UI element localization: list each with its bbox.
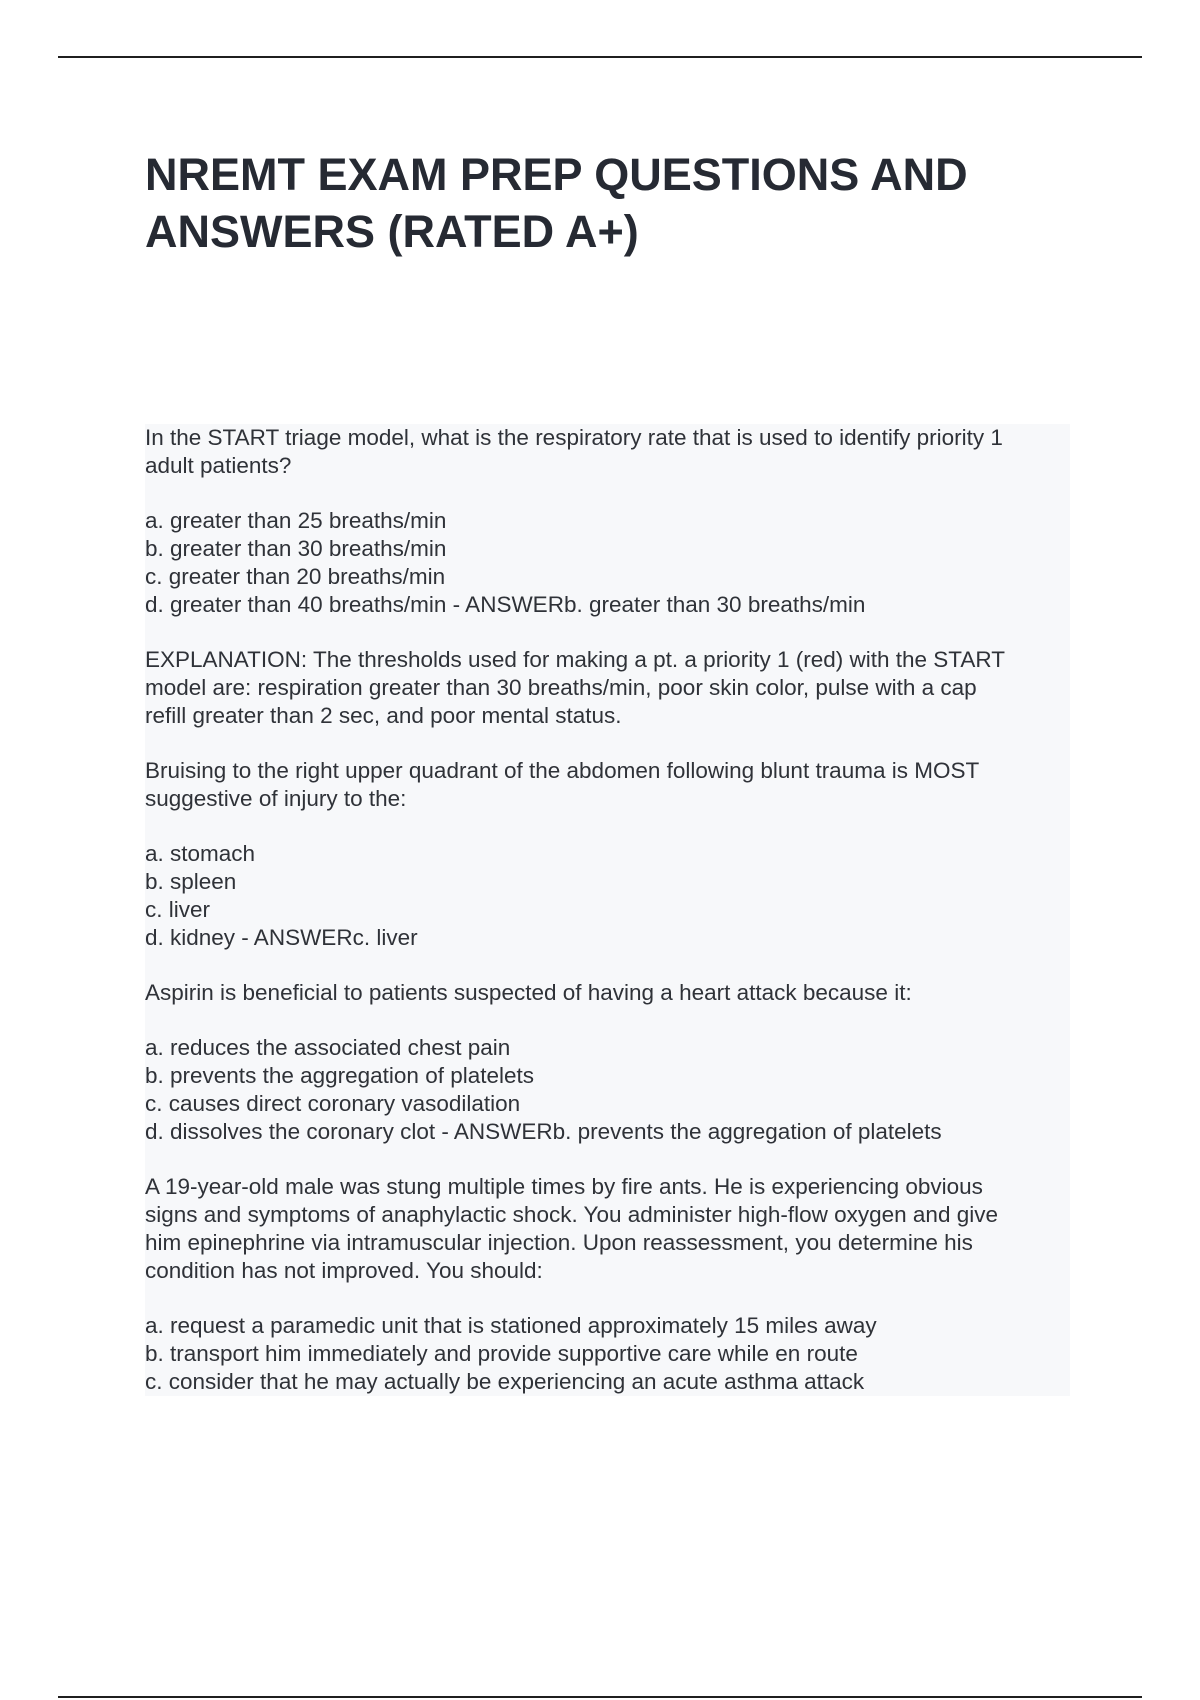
option-b: b. spleen — [145, 869, 237, 894]
option-a: a. stomach — [145, 841, 256, 866]
option-c: c. causes direct coronary vasodilation — [145, 1091, 521, 1116]
text-line: signs and symptoms of anaphylactic shock. You administer high-flow oxygen and give — [145, 1202, 998, 1227]
question-2-text — [145, 757, 1070, 813]
option-c: c. liver — [145, 897, 211, 922]
option-d-with-answer: d. kidney - ANSWERc. liver — [145, 925, 418, 950]
document-title — [145, 146, 1085, 260]
question-1-explanation — [145, 646, 1070, 730]
option-a: a. request a paramedic unit that is stationed approximately 15 miles away — [145, 1313, 877, 1338]
option-b: b. prevents the aggregation of platelets — [145, 1063, 535, 1088]
option-c: c. greater than 20 breaths/min — [145, 564, 446, 589]
text-line: refill greater than 2 sec, and poor mental status. — [145, 703, 622, 728]
option-b: b. greater than 30 breaths/min — [145, 536, 447, 561]
question-1-text — [145, 424, 1070, 480]
document-body — [145, 424, 1070, 1396]
text-line: condition has not improved. You should: — [145, 1258, 543, 1283]
question-4-options — [145, 1312, 1070, 1396]
question-3-text — [145, 979, 1070, 1007]
title-line: NREMT EXAM PREP QUESTIONS AND — [145, 149, 968, 200]
header-rule — [58, 56, 1142, 58]
footer-rule — [58, 1696, 1142, 1698]
text-line: model are: respiration greater than 30 breaths/min, poor skin color, pulse with a cap — [145, 675, 977, 700]
text-line: adult patients? — [145, 453, 292, 478]
option-b: b. transport him immediately and provide supportive care while en route — [145, 1341, 858, 1366]
option-d-with-answer: d. dissolves the coronary clot - ANSWERb. prevents the aggregation of platelets — [145, 1119, 942, 1144]
question-3-options — [145, 1034, 1070, 1146]
option-a: a. reduces the associated chest pain — [145, 1035, 511, 1060]
text-line: Aspirin is beneficial to patients suspected of having a heart attack because it: — [145, 980, 912, 1005]
text-line: In the START triage model, what is the respiratory rate that is used to identify priority 1 — [145, 425, 1003, 450]
text-line: suggestive of injury to the: — [145, 786, 407, 811]
option-c: c. consider that he may actually be experiencing an acute asthma attack — [145, 1369, 865, 1394]
option-a: a. greater than 25 breaths/min — [145, 508, 447, 533]
text-line: EXPLANATION: The thresholds used for making a pt. a priority 1 (red) with the START — [145, 647, 1005, 672]
text-line: him epinephrine via intramuscular injection. Upon reassessment, you determine his — [145, 1230, 973, 1255]
option-d-with-answer: d. greater than 40 breaths/min - ANSWERb. greater than 30 breaths/min — [145, 592, 866, 617]
title-line: ANSWERS (RATED A+) — [145, 206, 639, 257]
text-line: Bruising to the right upper quadrant of the abdomen following blunt trauma is MOST — [145, 758, 980, 783]
text-line: A 19-year-old male was stung multiple times by fire ants. He is experiencing obvious — [145, 1174, 983, 1199]
question-1-options — [145, 507, 1070, 619]
question-4-text — [145, 1173, 1070, 1285]
question-2-options — [145, 840, 1070, 952]
